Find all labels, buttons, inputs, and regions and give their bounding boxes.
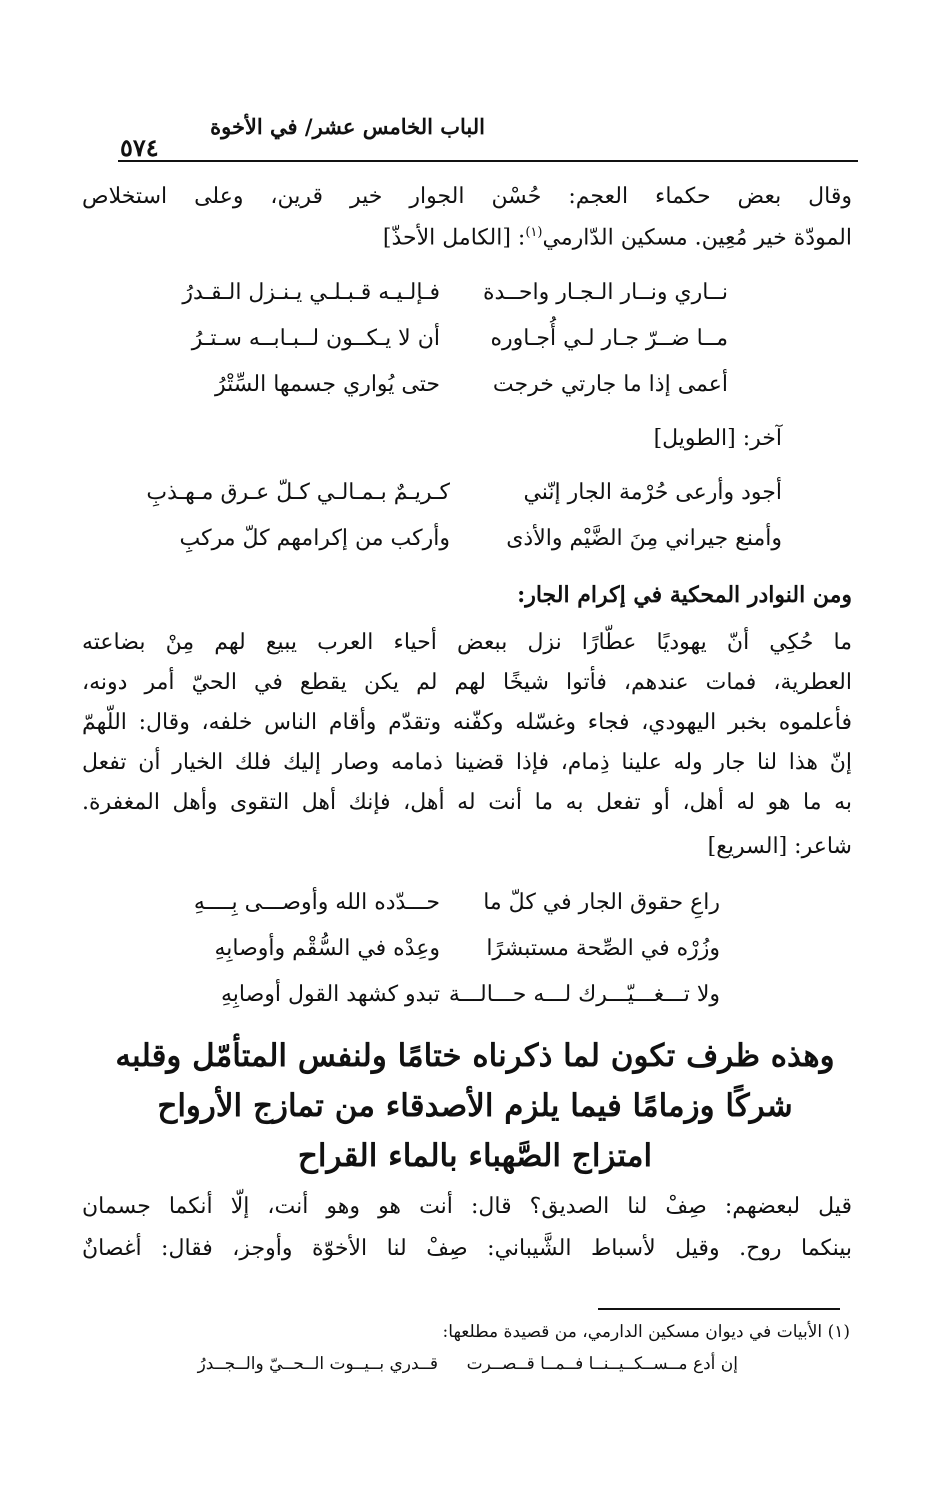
footnote-rule bbox=[598, 1308, 840, 1310]
para3-line1: قيل لبعضهم: صِفْ لنا الصديق؟ قال: أنت هو وهو أنت، إلّا أنكما جسمان bbox=[82, 1194, 852, 1219]
para3-line2: بينكما روح. وقيل لأسباط الشَّيباني: صِفْ لنا الأخوّة وأوجز، فقال: أغصانٌ bbox=[82, 1236, 852, 1261]
meter-label: : [الكامل الأحذّ] bbox=[382, 225, 526, 251]
page-number: ٥٧٤ bbox=[120, 133, 159, 162]
poem3-line2-left: وعِدْه في السُّقْم وأوصابِهِ bbox=[214, 936, 440, 961]
poem1-line2-left: أن لا يـكــون لــبـابــه سـتـرُ bbox=[191, 326, 440, 351]
footnote-ref: (١) bbox=[525, 225, 543, 240]
footnote-line bbox=[443, 1322, 850, 1342]
big-heading-line1: وهذه ظرف تكون لما ذكرناه ختامًا ولنفس المتأمّل وقلبه bbox=[115, 1038, 835, 1074]
poem3-line3-left: تبدو كشهد القول أوصابِهِ bbox=[220, 982, 440, 1007]
shair-label: شاعر: [السريع] bbox=[707, 834, 852, 859]
footnote-marker: (١) bbox=[827, 1322, 850, 1342]
footnote-text: الأبيات في ديوان مسكين الدارمي، من قصيدة مطلعها: bbox=[442, 1322, 823, 1342]
footnote-verse-right: إن أدع مــســكــيــنــا فــمــا قــصــرت bbox=[466, 1354, 738, 1374]
akhar-label: آخر: [الطويل] bbox=[653, 426, 782, 451]
para2-line3: فأعلموه بخبر اليهودي، فجاء وغسّله وكفّنه وتقدّم وأقام الناس خلفه، وقال: اللّهمّ bbox=[82, 710, 852, 735]
poem2-line2-left: وأركب من إكرامهم كلّ مركبِ bbox=[179, 526, 450, 551]
para2-line4: إنّ هذا لنا جار وله علينا ذِمام، فإذا قضينا ذمامه وصار إليك فلك الخيار أن تفعل bbox=[82, 750, 852, 775]
poem2-line2-right: وأمنع جيراني مِنَ الضَّيْم والأذى bbox=[506, 526, 782, 551]
para2-line1: ما حُكِي أنّ يهوديًا عطّارًا نزل ببعض أحياء العرب يبيع لهم مِنْ بضاعته bbox=[82, 630, 852, 655]
poem1-line3-left: حتى يُواري جسمها السِّتْرُ bbox=[214, 372, 440, 397]
poem3-line2-right: وزُرْه في الصِّحة مستبشرًا bbox=[486, 936, 720, 961]
poem3-line1-right: راعِ حقوق الجار في كلّ ما bbox=[483, 890, 720, 915]
para1-line1: وقال بعض حكماء العجم: حُسْن الجوار خير قرين، وعلى استخلاص bbox=[82, 184, 852, 209]
header-rule bbox=[118, 160, 858, 162]
poem1-line2-right: مــا ضــرّ جـار لـي أُجـاوره bbox=[490, 326, 728, 351]
poem3-line3-right: ولا تـــغـــيّـــرك لـــه حـــالـــة bbox=[448, 982, 720, 1007]
para1-line2 bbox=[383, 226, 852, 249]
big-heading-line2: شركًا وزمامًا فيما يلزم الأصدقاء من تمازج الأرواح bbox=[157, 1088, 793, 1124]
chapter-header: الباب الخامس عشر/ في الأخوة bbox=[210, 114, 485, 139]
para2-line5: به ما هو له أهل، أو تفعل به ما أنت له أهل، فإنك أهل التقوى وأهل المغفرة. bbox=[82, 790, 852, 815]
section-heading: ومن النوادر المحكية في إكرام الجار: bbox=[517, 582, 852, 608]
poem2-line1-left: كـريـمٌ بـمـالـي كـلّ عـرق مـهـذبِ bbox=[146, 480, 450, 505]
poem1-line1-left: فـإلـيـه قـبـلـي يـنـزل الـقـدرُ bbox=[182, 280, 440, 305]
para1-line2-text: المودّة خير مُعِين. مسكين الدّارمي bbox=[542, 225, 852, 251]
big-heading-line3: امتزاج الصَّهباء بالماء القراح bbox=[297, 1138, 653, 1174]
poem3-line1-left: حـــدّده الله وأوصـــى بِــــهِ bbox=[193, 890, 440, 915]
para2-line2: العطرية، فمات عندهم، فأتوا شيخًا لهم لم يكن يقطع في الحيّ أمر دونه، bbox=[82, 670, 852, 695]
footnote-verse-left: قــدري بــيــوت الــحــيّ والــجــدرُ bbox=[197, 1354, 438, 1374]
poem1-line1-right: نــاري ونــار الـجـار واحــدة bbox=[482, 280, 728, 305]
poem2-line1-right: أجود وأرعى حُرْمة الجار إنّني bbox=[523, 480, 782, 505]
poem1-line3-right: أعمى إذا ما جارتي خرجت bbox=[492, 372, 728, 397]
